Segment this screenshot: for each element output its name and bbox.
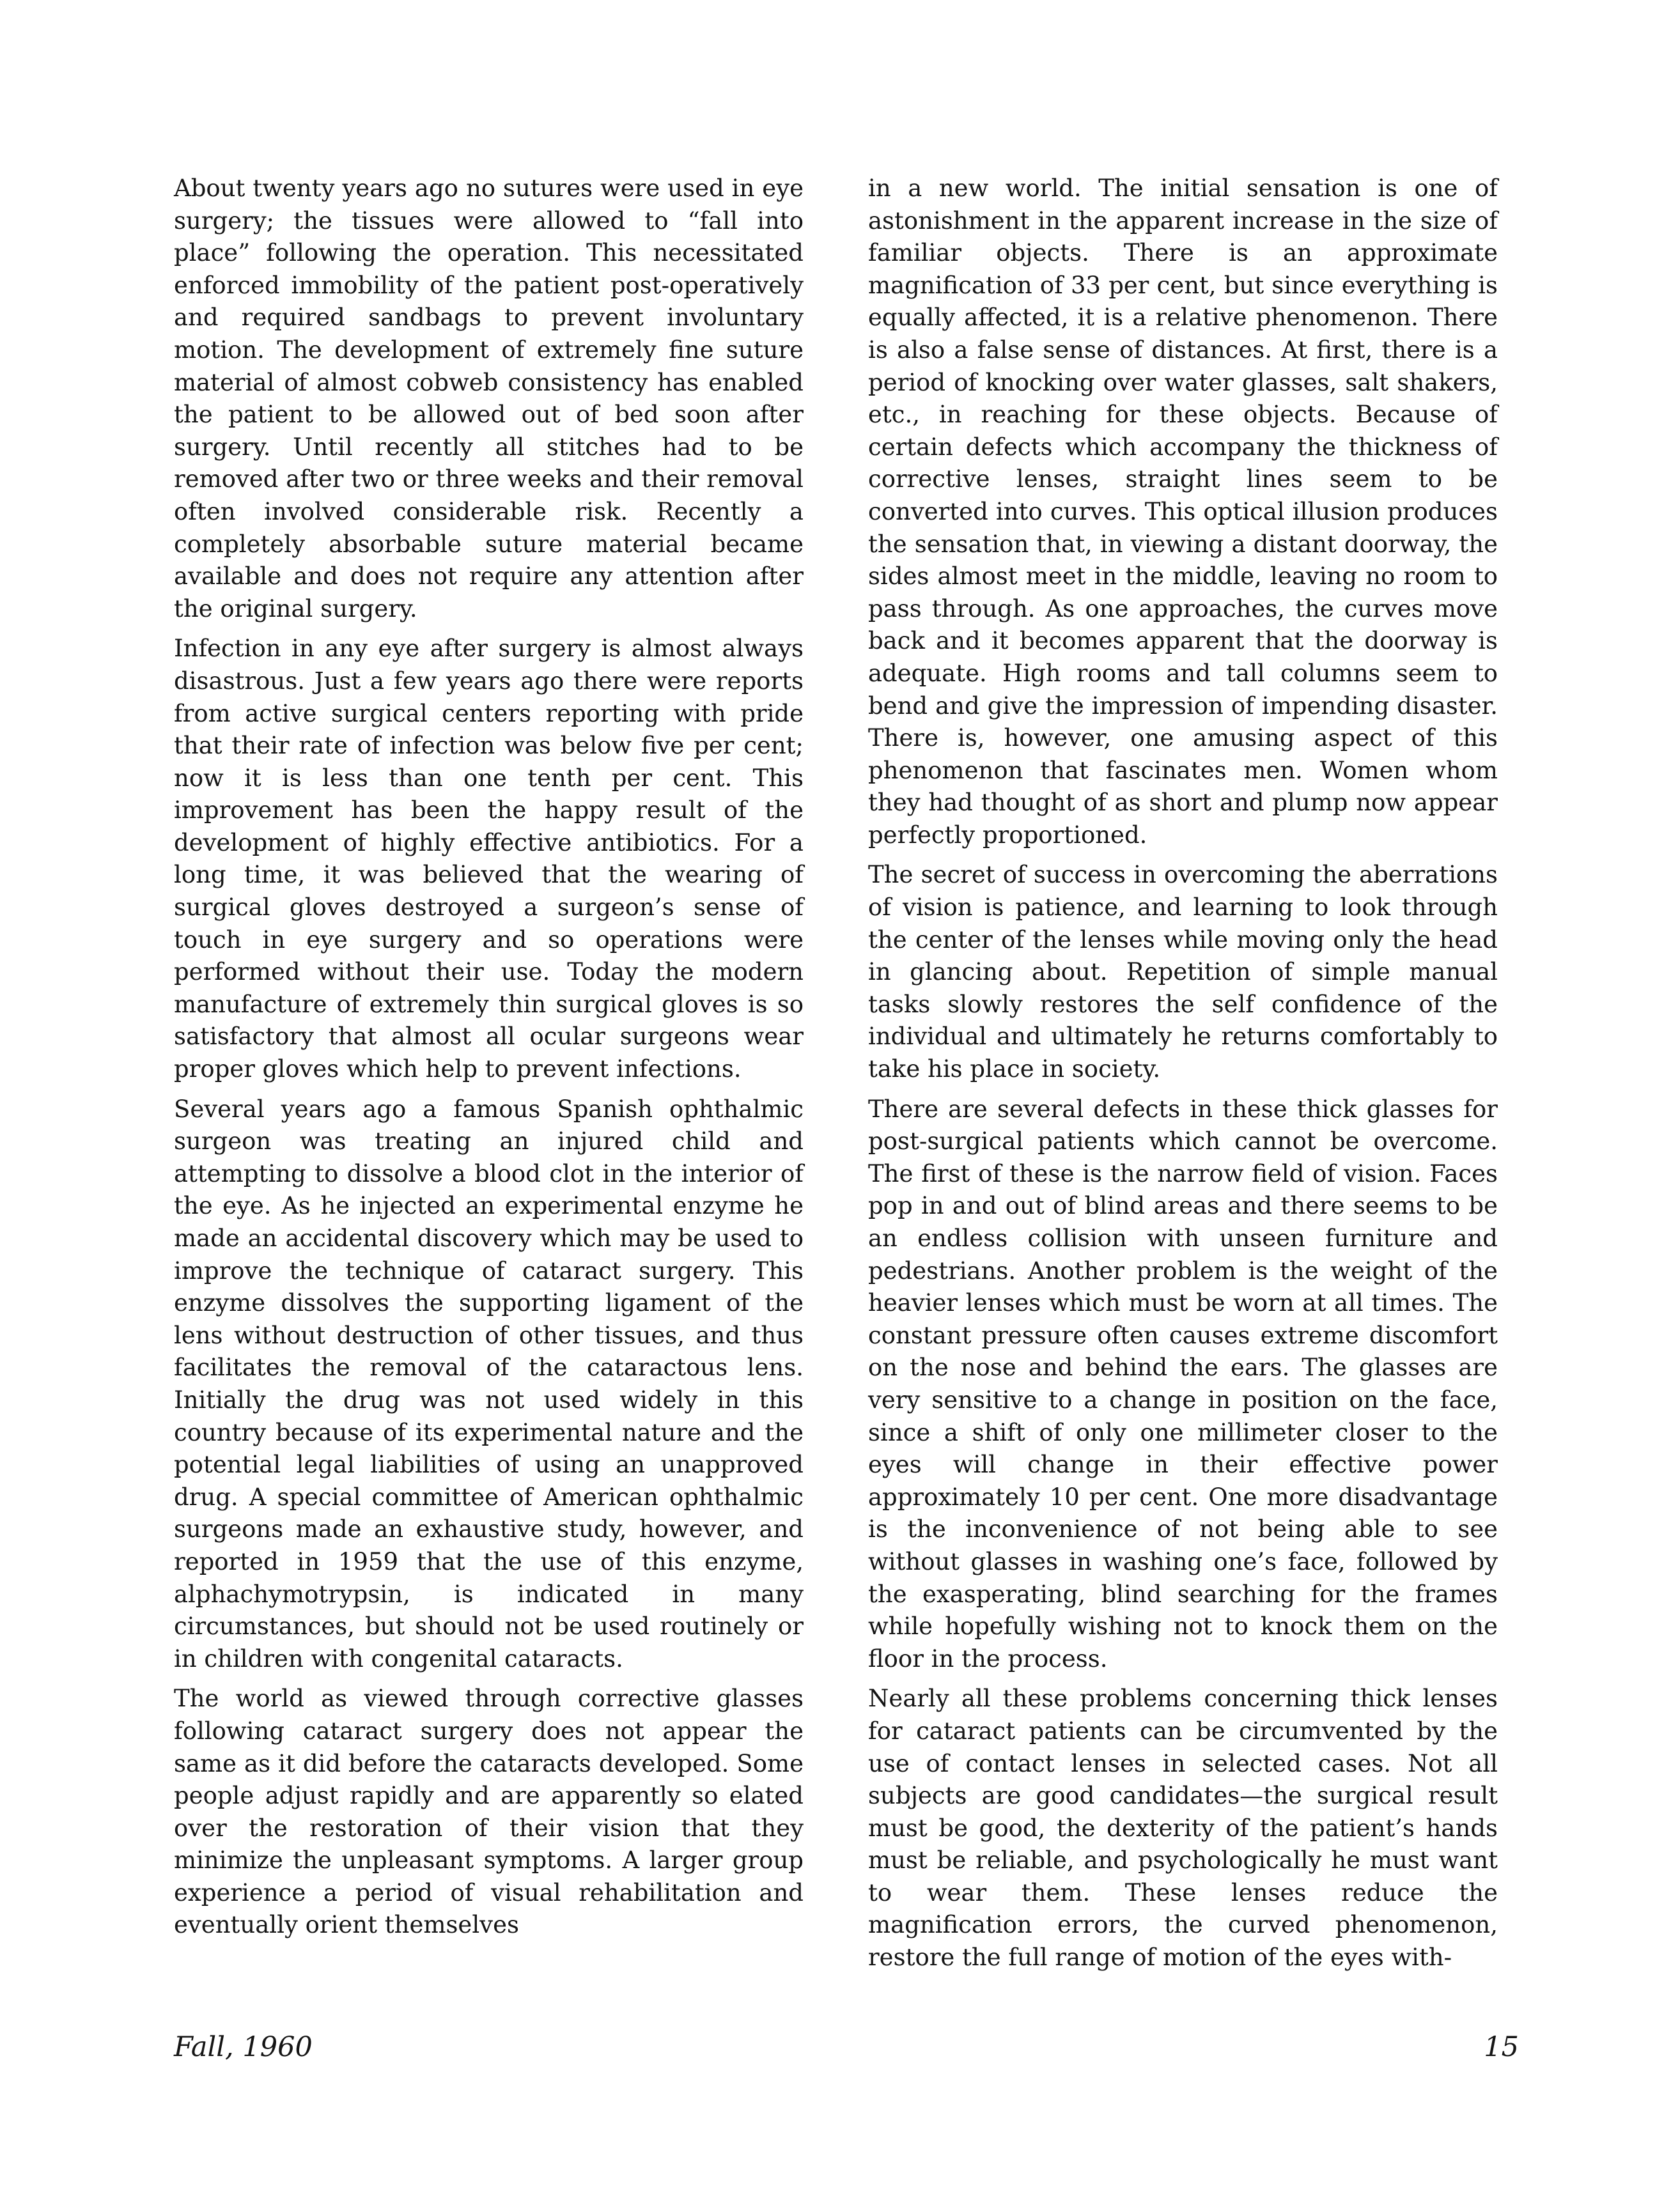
paragraph: Infection in any eye after surgery is almost always disastrous. Just a few years ago there were reports from active surgical centers reporting with pride that their rate of infection was below five per cent; now it is less than one tenth per cent. This improvement has been the happy result of the development of highly effective antibiotics. For a long time, it was believed that the wearing of surgical gloves destroyed a surgeon’s sense of touch in eye surgery and so operations were performed without their use. Today the modern manufacture of extremely thin surgical gloves is so satisfactory that almost all ocular surgeons wear proper gloves which help to prevent infections. xyxy=(174,635,804,1083)
right-column xyxy=(868,173,1498,1982)
paragraph: There are several defects in these thick glasses for post-surgical patients which cannot be overcome. The first of these is the narrow field of vision. Faces pop in and out of blind areas and there seems to be an endless collision with unseen furniture and pedestrians. Another problem is the weight of the heavier lenses which must be worn at all times. The constant pressure often causes extreme discomfort on the nose and behind the ears. The glasses are very sensitive to a change in position on the face, since a shift of only one millimeter closer to the eyes will change in their effective power approximately 10 per cent. One more disadvantage is the inconvenience of not being able to see without glasses in washing one’s face, followed by the exasperating, blind searching for the frames while hopefully wishing not to knock them on the floor in the process. xyxy=(868,1095,1498,1673)
paragraph: in a new world. The initial sensation is one of astonishment in the apparent increase in the size of familiar objects. There is an approximate magnification of 33 per cent, but since everything is equally affected, it is a relative phenomenon. There is also a false sense of distances. At first, there is a period of knocking over water glasses, salt shakers, etc., in reaching for these objects. Because of certain defects which accompany the thickness of corrective lenses, straight lines seem to be converted into curves. This optical illusion produces the sensation that, in viewing a distant doorway, the sides almost meet in the middle, leaving no room to pass through. As one approaches, the curves move back and it becomes apparent that the doorway is adequate. High rooms and tall columns seem to bend and give the impression of impending disaster. There is, however, one amusing aspect of this phenomenon that fascinates men. Women whom they had thought of as short and plump now appear perfectly proportioned. xyxy=(868,174,1498,849)
left-column xyxy=(174,173,804,1949)
page-number: 15 xyxy=(1484,2031,1519,2063)
issue-date: Fall, 1960 xyxy=(174,2031,313,2063)
paragraph: Several years ago a famous Spanish ophthalmic surgeon was treating an injured child and attempting to dissolve a blood clot in the interior of the eye. As he injected an experimental enzyme he made an accidental discovery which may be used to improve the technique of cataract surgery. This enzyme dissolves the supporting ligament of the lens without destruction of other tissues, and thus facilitates the removal of the cataractous lens. Initially the drug was not used widely in this country because of its experimental nature and the potential legal liabilities of using an unapproved drug. A special committee of American ophthalmic surgeons made an exhaustive study, however, and reported in 1959 that the use of this enzyme, alphachymotrypsin, is indicated in many circumstances, but should not be used routinely or in children with congenital cataracts. xyxy=(174,1095,804,1673)
paragraph: About twenty years ago no sutures were used in eye surgery; the tissues were allowed to “fall into place” following the operation. This necessitated enforced immobility of the patient post-operatively and required sandbags to prevent involuntary motion. The development of extremely fine suture material of almost cobweb consistency has enabled the patient to be allowed out of bed soon after surgery. Until recently all stitches had to be removed after two or three weeks and their removal often involved considerable risk. Recently a completely absorbable suture material became available and does not require any attention after the original surgery. xyxy=(174,174,804,623)
paragraph: The secret of success in overcoming the aberrations of vision is patience, and learning to look through the center of the lenses while moving only the head in glancing about. Repetition of simple manual tasks slowly restores the self confidence of the individual and ultimately he returns comfortably to take his place in society. xyxy=(868,861,1498,1083)
paragraph: The world as viewed through corrective glasses following cataract surgery does not appear the same as it did before the cataracts developed. Some people adjust rapidly and are apparently so elated over the restoration of their vision that they minimize the unpleasant symptoms. A larger group experience a period of visual rehabilitation and eventually orient themselves xyxy=(174,1685,804,1939)
paragraph: Nearly all these problems concerning thick lenses for cataract patients can be circumvented by the use of contact lenses in selected cases. Not all subjects are good candidates—the surgical result must be good, the dexterity of the patient’s hands must be reliable, and psychologically he must want to wear them. These lenses reduce the magnification errors, the curved phenomenon, restore the full range of motion of the eyes with- xyxy=(868,1685,1498,1972)
